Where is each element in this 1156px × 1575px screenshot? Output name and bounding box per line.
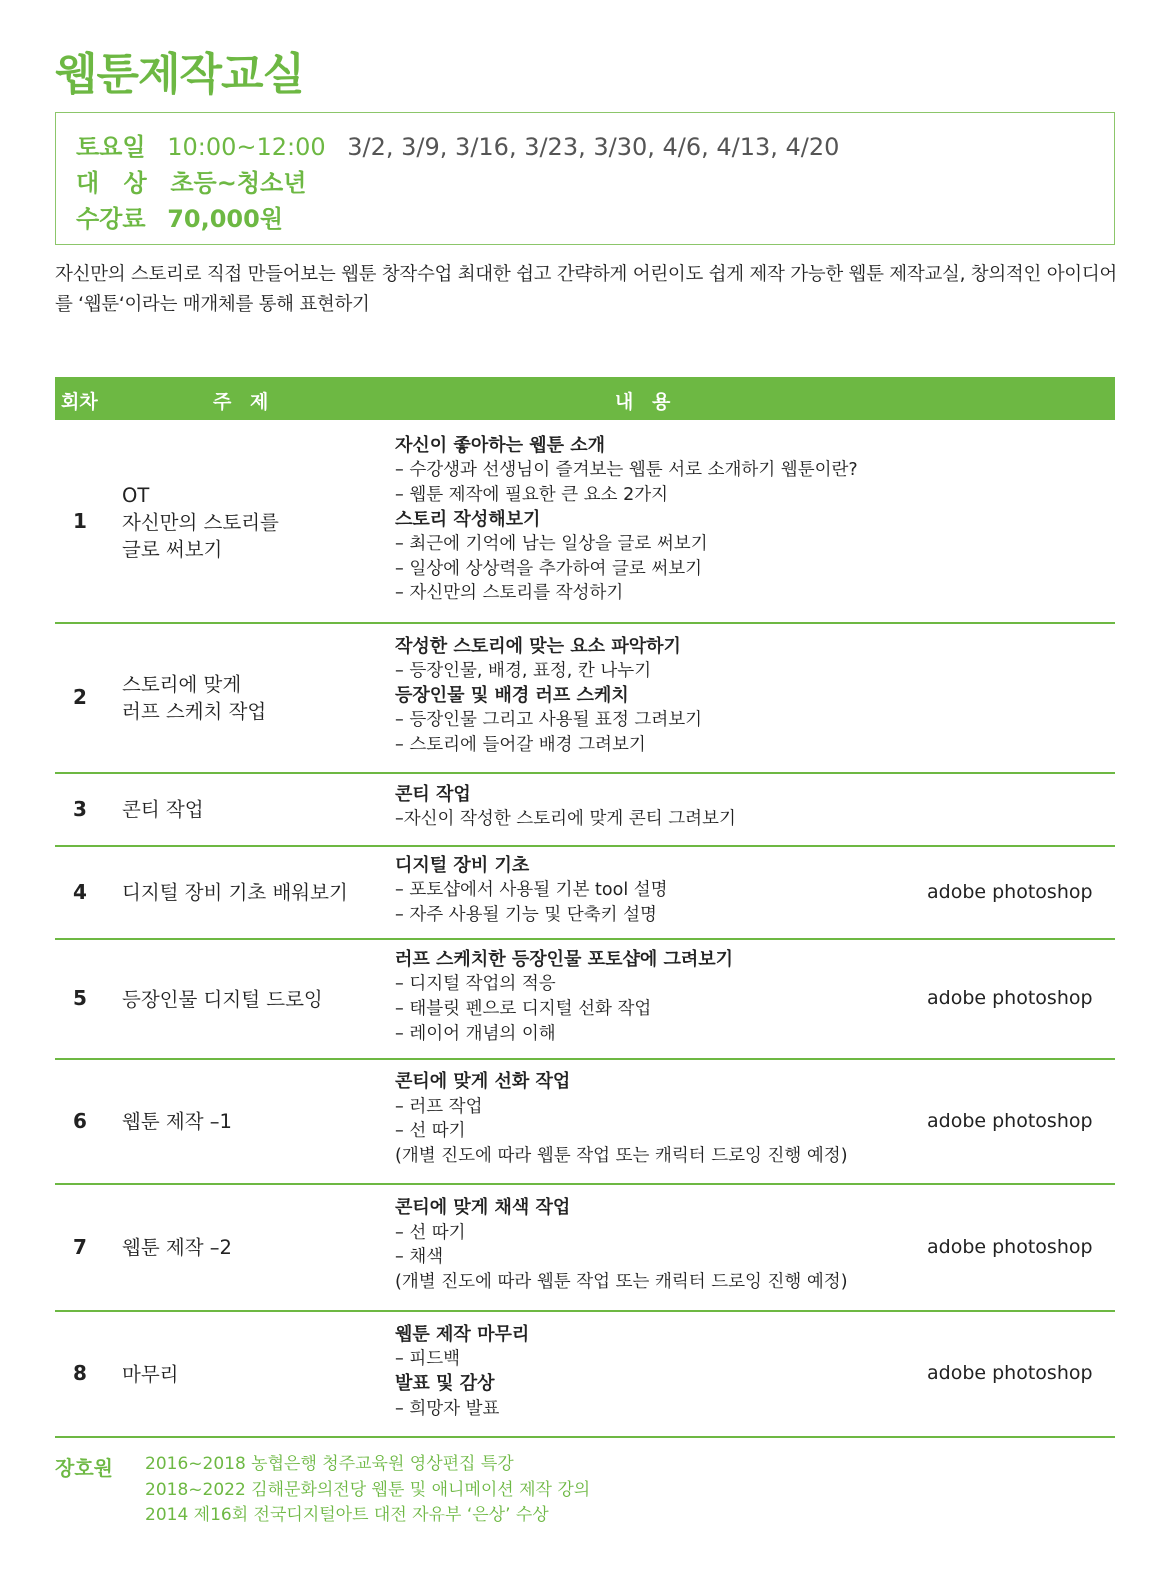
content-item: – 등장인물, 배경, 표정, 칸 나누기	[395, 661, 652, 682]
session-number: 6	[73, 1108, 87, 1133]
content-item: – 일상에 상상력을 추가하여 글로 써보기	[395, 558, 703, 579]
content-item: – 스토리에 들어갈 배경 그려보기	[395, 734, 646, 755]
topic-line: 등장인물 디지털 드로잉	[122, 987, 323, 1011]
content-heading: 스토리 작성해보기	[395, 508, 541, 530]
session-topic	[122, 1361, 179, 1388]
software-tool: adobe photoshop	[927, 1109, 1093, 1132]
content-heading: 작성한 스토리에 맞는 요소 파악하기	[395, 635, 681, 657]
session-content	[395, 635, 702, 758]
topic-line: 글로 써보기	[122, 537, 223, 561]
session-topic	[122, 796, 204, 823]
content-item: – 수강생과 선생님이 즐겨보는 웹툰 서로 소개하기 웹툰이란?	[395, 460, 858, 481]
header-content: 내 용	[615, 391, 677, 413]
table-row	[55, 1185, 1115, 1312]
session-number: 4	[73, 879, 87, 904]
content-heading: 콘티에 맞게 채색 작업	[395, 1197, 571, 1219]
software-tool: adobe photoshop	[927, 987, 1093, 1009]
schedule-row	[76, 127, 839, 162]
content-heading: 디지털 장비 기초	[395, 854, 530, 876]
career-item: 2018~2022 김해문화의전당 웹툰 및 애니메이션 제작 강의	[145, 1479, 591, 1500]
content-item: – 채색	[395, 1247, 444, 1268]
instructor-name: 장호원	[55, 1456, 113, 1480]
session-number: 2	[73, 685, 87, 709]
session-content	[395, 1196, 848, 1294]
fee-row	[76, 199, 283, 234]
target-row	[76, 163, 306, 198]
session-topic	[122, 482, 279, 563]
session-topic	[122, 1234, 232, 1261]
content-item: – 희망자 발표	[395, 1398, 500, 1419]
content-item: – 레이어 개념의 이해	[395, 1023, 556, 1044]
content-heading: 러프 스케치한 등장인물 포토샵에 그려보기	[395, 948, 734, 970]
content-item: – 선 따기	[395, 1121, 466, 1142]
session-content	[395, 434, 858, 606]
topic-line: 웹툰 제작 –1	[122, 1110, 232, 1133]
topic-line: 러프 스케치 작업	[122, 700, 267, 723]
fee-value: 70,000원	[167, 205, 284, 233]
target-value: 초등~청소년	[170, 169, 307, 197]
session-number: 3	[73, 796, 87, 821]
schedule-time: 10:00~12:00	[167, 133, 326, 161]
header-topic: 주 제	[213, 391, 275, 413]
content-item: – 포토샵에서 사용될 기본 tool 설명	[395, 880, 668, 901]
table-row	[55, 624, 1115, 774]
session-number: 7	[73, 1234, 87, 1259]
topic-line: OT	[122, 483, 150, 507]
software-tool: adobe photoshop	[927, 1362, 1093, 1384]
session-topic	[122, 986, 323, 1013]
content-item: – 최근에 기억에 남는 일상을 글로 써보기	[395, 534, 708, 555]
table-row	[55, 940, 1115, 1060]
session-number: 8	[73, 1361, 87, 1385]
schedule-dates: 3/2, 3/9, 3/16, 3/23, 3/30, 4/6, 4/13, 4/20	[347, 133, 840, 161]
content-item: – 선 따기	[395, 1222, 466, 1243]
content-item: – 등장인물 그리고 사용될 표정 그려보기	[395, 710, 703, 731]
software-tool: adobe photoshop	[927, 1235, 1093, 1258]
content-item: –자신이 작성한 스토리에 맞게 콘티 그려보기	[395, 809, 736, 830]
software-tool: adobe photoshop	[927, 880, 1093, 903]
content-item: – 웹툰 제작에 필요한 큰 요소 2가지	[395, 485, 669, 506]
content-item: – 러프 작업	[395, 1096, 483, 1117]
page-title: 웹툰제작교실	[55, 49, 305, 100]
session-content	[395, 783, 736, 832]
session-number: 5	[73, 986, 87, 1010]
content-heading: 발표 및 감상	[395, 1372, 495, 1394]
content-heading: 자신이 좋아하는 웹툰 소개	[395, 434, 606, 456]
career-item: 2014 제16회 전국디지털아트 대전 자유부 ‘은상’ 수상	[145, 1505, 549, 1525]
content-item: (개별 진도에 따라 웹툰 작업 또는 캐릭터 드로잉 진행 예정)	[395, 1272, 848, 1293]
session-topic	[122, 1108, 232, 1135]
content-item: – 자주 사용될 기능 및 단축키 설명	[395, 904, 657, 925]
instructor-career	[145, 1452, 590, 1529]
content-heading: 콘티 작업	[395, 783, 471, 805]
target-label: 대 상	[76, 169, 155, 197]
table-row	[55, 1060, 1115, 1185]
schedule-label: 토요일	[76, 133, 146, 161]
content-item: – 디지털 작업의 적응	[395, 974, 556, 995]
header-session: 회차	[61, 391, 98, 413]
course-description: 자신만의 스토리로 직접 만들어보는 웹툰 창작수업 최대한 쉽고 간략하게 어린이도 쉽게 제작 가능한 웹툰 제작교실, 창의적인 아이디어를 ‘웹툰‘이라는 매개체를 통해 표현하기	[55, 264, 1117, 315]
session-content	[395, 854, 668, 928]
content-item: (개별 진도에 따라 웹툰 작업 또는 캐릭터 드로잉 진행 예정)	[395, 1146, 848, 1167]
table-header	[55, 377, 1115, 420]
table-row	[55, 1312, 1115, 1438]
fee-label: 수강료	[76, 205, 146, 233]
content-item: – 자신만의 스토리를 작성하기	[395, 583, 624, 604]
content-heading: 웹툰 제작 마무리	[395, 1323, 530, 1345]
topic-line: 콘티 작업	[122, 798, 204, 821]
session-content	[395, 1323, 529, 1421]
career-item: 2016~2018 농협은행 청주교육원 영상편집 특강	[145, 1454, 514, 1474]
table-row	[55, 847, 1115, 940]
session-number: 1	[73, 509, 87, 533]
topic-line: 자신만의 스토리를	[122, 510, 279, 534]
table-row	[55, 422, 1115, 624]
topic-line: 웹툰 제작 –2	[122, 1236, 232, 1259]
table-row	[55, 774, 1115, 847]
session-topic	[122, 879, 348, 906]
content-heading: 콘티에 맞게 선화 작업	[395, 1071, 571, 1093]
topic-line: 스토리에 맞게	[122, 673, 242, 696]
session-content	[395, 948, 733, 1046]
topic-line: 마무리	[122, 1362, 179, 1386]
info-box	[55, 112, 1115, 245]
session-content	[395, 1070, 848, 1168]
content-item: – 태블릿 펜으로 디지털 선화 작업	[395, 998, 652, 1019]
content-item: – 피드백	[395, 1349, 461, 1370]
session-topic	[122, 671, 266, 725]
topic-line: 디지털 장비 기초 배워보기	[122, 881, 348, 904]
content-heading: 등장인물 및 배경 러프 스케치	[395, 684, 629, 706]
